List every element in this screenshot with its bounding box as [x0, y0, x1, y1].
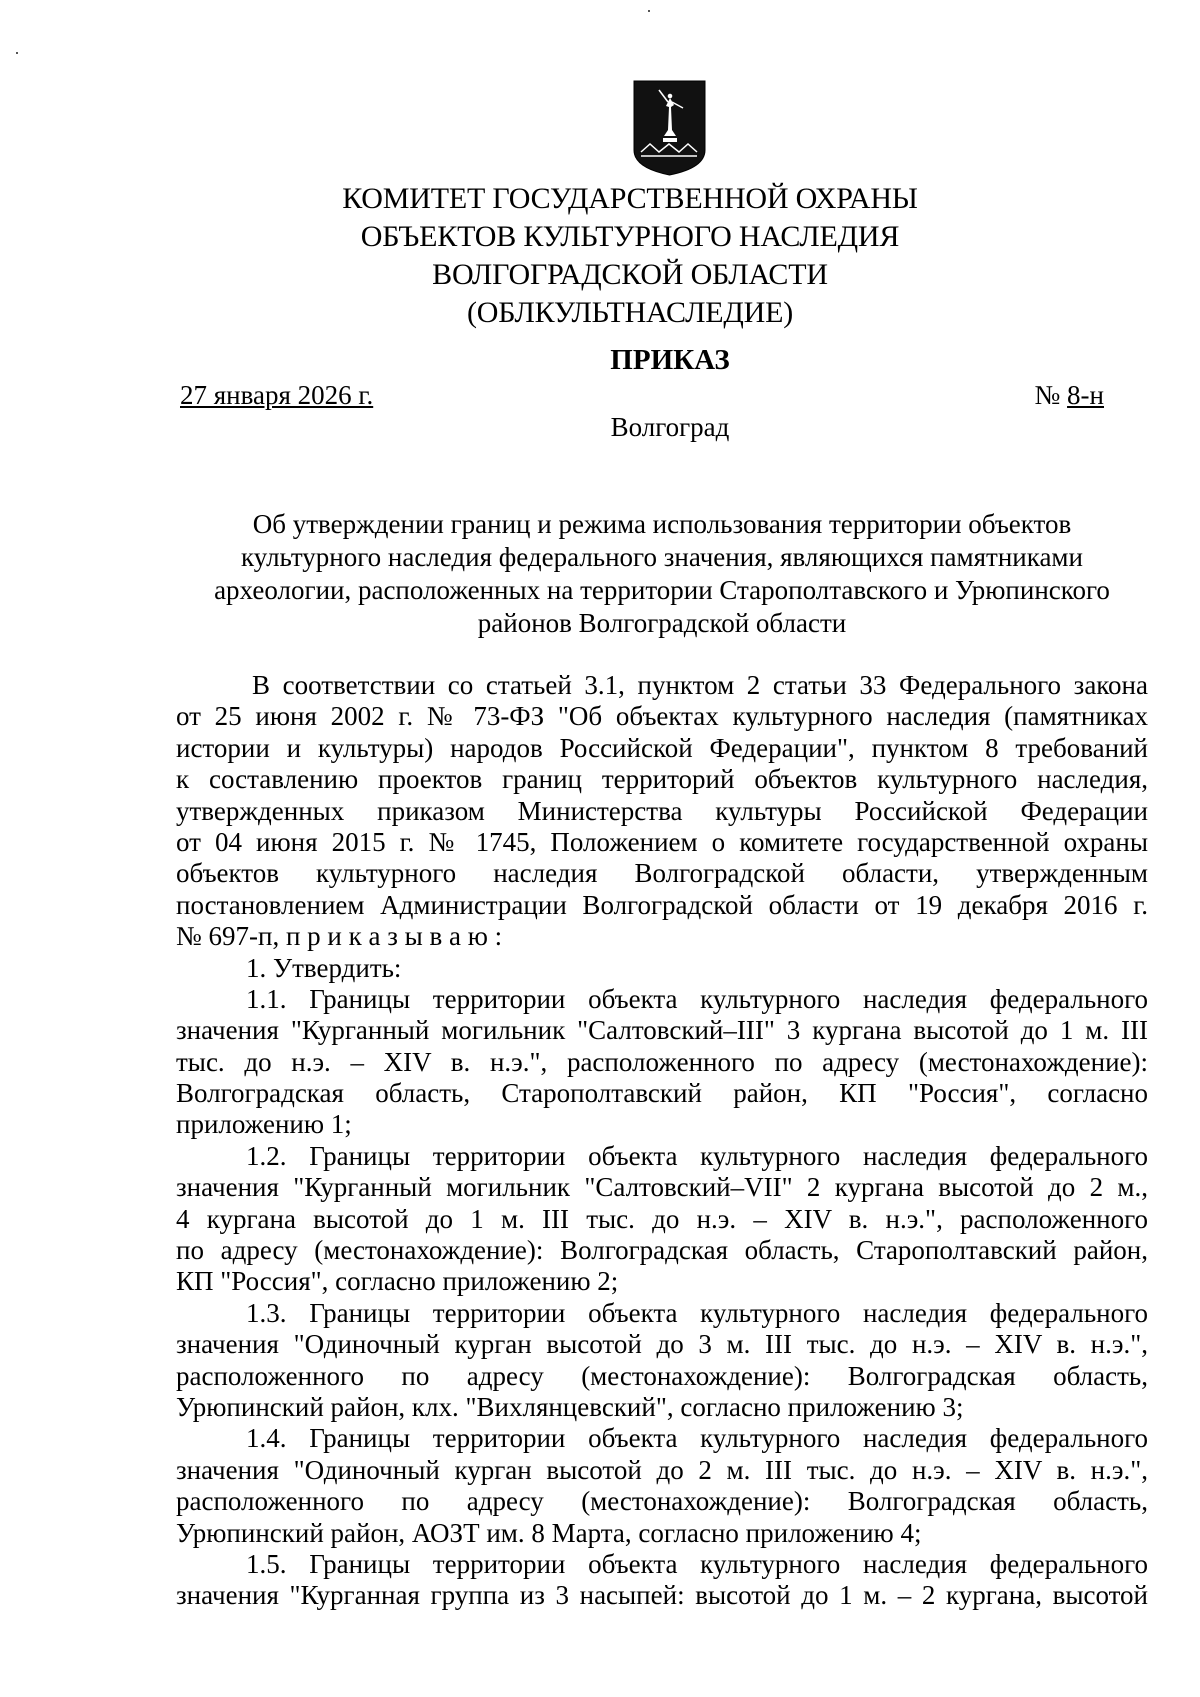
body-line: 1.3. Границы территории объекта культурного наследия федерального — [246, 1297, 1148, 1328]
body-line: № 697-п, п р и к а з ы в а ю : — [176, 921, 503, 952]
body-line: 1. Утвердить: — [246, 952, 402, 983]
organization-header — [280, 180, 980, 332]
title-line: археологии, расположенных на территории Старополтавского и Урюпинского — [214, 575, 1110, 605]
number-prefix: № — [1034, 380, 1061, 410]
body-line: КП "Россия", согласно приложению 2; — [176, 1266, 619, 1297]
title-line: районов Волгоградской области — [477, 608, 847, 638]
body-line: 1.4. Границы территории объекта культурного наследия федерального — [246, 1423, 1148, 1454]
body-line: значения "Курганный могильник "Салтовский–III" 3 кургана высотой до 1 м. III — [176, 1015, 1148, 1046]
org-line: ОБЪЕКТОВ КУЛЬТУРНОГО НАСЛЕДИЯ — [360, 220, 900, 253]
body-line: значения "Одиночный курган высотой до 3 м. III тыс. до н.э. – XIV в. н.э.", — [176, 1329, 1148, 1360]
body-line: значения "Курганный могильник "Салтовский–VII" 2 кургана высотой до 2 м., — [176, 1172, 1148, 1203]
body-line: истории и культуры) народов Российской Федерации", пунктом 8 требований — [176, 732, 1148, 763]
body-line: от 04 июня 2015 г. № 1745, Положением о комитете государственной охраны — [176, 826, 1148, 857]
document-title — [180, 508, 1144, 640]
document-body — [176, 670, 1148, 1612]
date-text: 27 января 2026 г. — [180, 380, 374, 410]
org-line: (ОБЛКУЛЬТНАСЛЕДИЕ) — [466, 296, 793, 329]
scan-speck — [648, 10, 650, 12]
body-line: утвержденных приказом Министерства культуры Российской Федерации — [176, 795, 1148, 826]
body-line: значения "Курганная группа из 3 насыпей: высотой до 1 м. – 2 кургана, высотой — [176, 1580, 1148, 1611]
body-line: расположенного по адресу (местонахождение): Волгоградская область, — [176, 1486, 1148, 1517]
org-line: КОМИТЕТ ГОСУДАРСТВЕННОЙ ОХРАНЫ — [342, 182, 918, 215]
document-number — [1035, 378, 1104, 412]
body-line: 1.2. Границы территории объекта культурного наследия федерального — [246, 1140, 1148, 1171]
org-line: ВОЛГОГРАДСКОЙ ОБЛАСТИ — [432, 258, 828, 291]
number-value: 8-н — [1067, 380, 1104, 410]
title-line: культурного наследия федерального значения, являющихся памятниками — [241, 542, 1083, 572]
body-line: значения "Одиночный курган высотой до 2 м. III тыс. до н.э. – XIV в. н.э.", — [176, 1454, 1148, 1485]
body-line: Урюпинский район, АОЗТ им. 8 Марта, согласно приложению 4; — [176, 1517, 922, 1548]
body-line: Урюпинский район, клх. "Вихлянцевский", согласно приложению 3; — [176, 1391, 964, 1422]
coat-of-arms-icon — [633, 80, 706, 176]
body-line: от 25 июня 2002 г. № 73-ФЗ "Об объектах культурного наследия (памятниках — [176, 701, 1148, 732]
body-line: 4 кургана высотой до 1 м. III тыс. до н.э. – XIV в. н.э.", расположенного — [176, 1203, 1148, 1234]
body-line: 1.1. Границы территории объекта культурного наследия федерального — [246, 983, 1148, 1014]
body-line: постановлением Администрации Волгоградской области от 19 декабря 2016 г. — [176, 889, 1148, 920]
body-line: объектов культурного наследия Волгоградской области, утвержденным — [176, 858, 1148, 889]
body-line: В соответствии со статьей 3.1, пунктом 2 статьи 33 Федерального закона — [252, 670, 1148, 700]
body-line: приложению 1; — [176, 1109, 352, 1140]
body-line: расположенного по адресу (местонахождение): Волгоградская область, — [176, 1360, 1148, 1391]
scan-speck — [16, 52, 18, 54]
body-line: тыс. до н.э. – XIV в. н.э.", расположенного по адресу (местонахождение): — [176, 1046, 1148, 1077]
document-date — [180, 378, 373, 412]
body-line: 1.5. Границы территории объекта культурного наследия федерального — [246, 1548, 1148, 1579]
document-type: ПРИКАЗ — [610, 344, 730, 376]
body-line: Волгоградская область, Старополтавский район, КП "Россия", согласно — [176, 1078, 1148, 1109]
body-line: к составлению проектов границ территорий объектов культурного наследия, — [176, 764, 1148, 795]
document-city: Волгоград — [610, 412, 730, 442]
title-line: Об утверждении границ и режима использования территории объектов — [252, 509, 1072, 539]
body-line: по адресу (местонахождение): Волгоградская область, Старополтавский район, — [176, 1235, 1148, 1266]
